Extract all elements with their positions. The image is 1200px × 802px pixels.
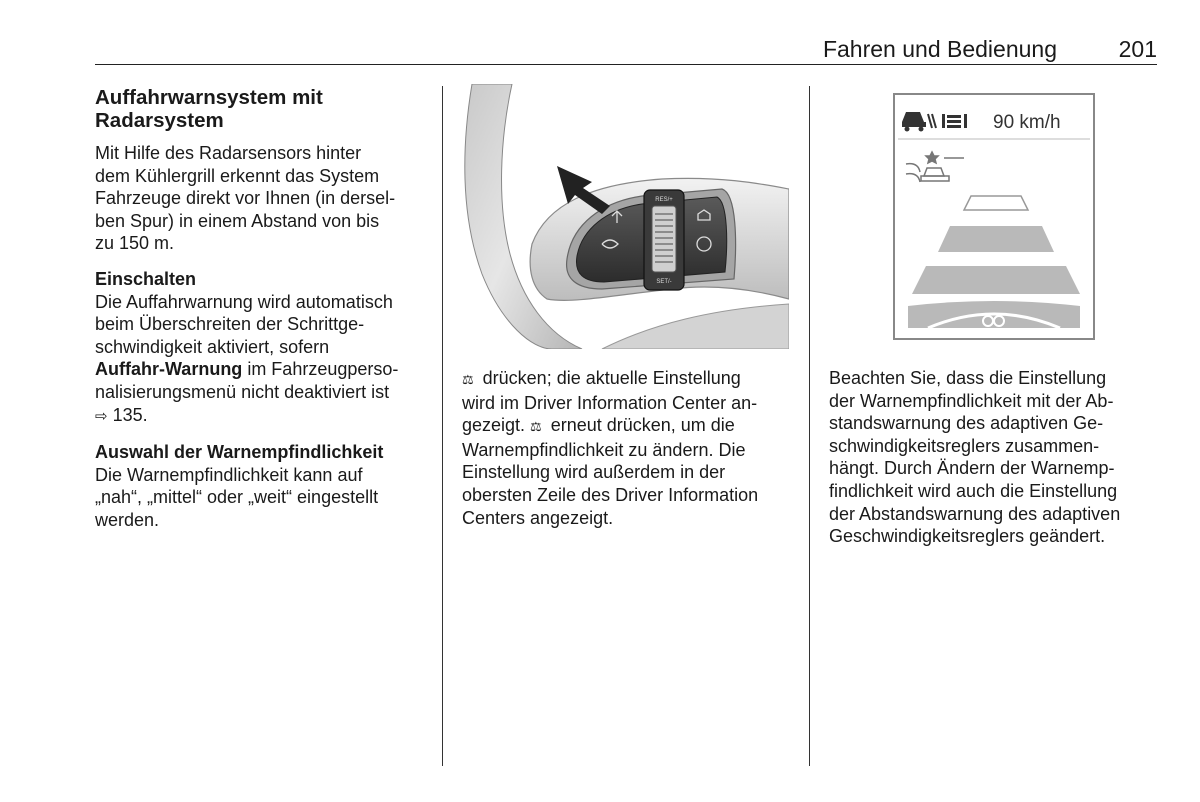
text-line: Geschwindigkeitsreglers geändert. [829,526,1106,547]
text-line: dem Kühlergrill erkennt das System [95,165,380,186]
menu-item-name: Auffahr-Warnung [95,359,243,380]
text-line [95,358,430,381]
text-fragment: erneut drücken, um die [545,415,735,436]
text-line: Beachten Sie, dass die Einstellung [829,368,1107,388]
auswahl-heading: Auswahl der Warnempfindlichkeit [95,442,384,463]
text-line: „nah“, „mittel“ oder „weit“ eingestellt [95,487,379,508]
column-left [95,86,430,545]
arrow-right-icon: ⇨ [95,407,108,425]
steering-wheel-figure [452,84,789,349]
column-middle [462,367,797,529]
article-title: Auffahrwarnsystem mit Radarsystem [95,86,323,132]
text-line: zu 150 m. [95,233,175,254]
res-label: RES/+ [655,197,673,203]
text-line: werden. [95,509,160,530]
section-title: Fahren und Bedienung [822,36,1057,62]
text-line: beim Überschreiten der Schrittge- [95,314,365,335]
text-line: Fahrzeuge direkt vor Ihnen (in dersel- [95,188,396,209]
set-label: SET/- [656,279,672,285]
column-right [829,367,1159,548]
column-divider [442,86,443,766]
gap-setting-icon: ⚖ [462,372,474,387]
einschalten-section [95,268,430,428]
page-header [95,34,1157,65]
intro-paragraph [95,142,430,255]
text-line: standswarnung des adaptiven Ge- [829,413,1104,434]
speed-readout: 90 km/h [993,112,1061,133]
text-line: nalisierungsmenü nicht deaktiviert ist [95,381,390,402]
text-line: der Warnempfindlichkeit mit der Ab- [829,390,1114,411]
text-fragment: im Fahrzeugperso- [242,359,399,380]
text-line [462,367,797,392]
driver-display-figure [818,84,1157,349]
text-line: schwindigkeitsreglers zusammen- [829,435,1100,456]
text-line: wird im Driver Information Center an- [462,392,758,413]
steering-wheel-illustration [452,84,789,349]
einschalten-heading: Einschalten [95,268,197,289]
text-line: Die Warnempfindlichkeit kann auf [95,464,363,485]
distance-bar-middle [938,226,1054,252]
text-line: schwindigkeit aktiviert, sofern [95,336,330,357]
text-line: der Abstandswarnung des adaptiven [829,503,1121,524]
column-divider [809,86,810,766]
text-line: Einstellung wird außerdem in der [462,462,726,483]
text-line: Mit Hilfe des Radarsensors hinter [95,143,362,163]
text-line: ben Spur) in einem Abstand von bis [95,210,380,231]
text-line: findlichkeit wird auch die Einstellung [829,480,1118,501]
text-line: Centers angezeigt. [462,507,614,528]
auswahl-section [95,441,430,531]
text-fragment: drücken; die aktuelle Einstellung [477,368,741,388]
text-fragment: gezeigt. [462,415,531,436]
reference-page: 135. [107,404,148,425]
page-number: 201 [1118,36,1157,62]
distance-bar-near [964,196,1028,210]
page-reference[interactable] [95,404,430,429]
text-line: Die Auffahrwarnung wird automatisch [95,291,393,312]
text-line: obersten Zeile des Driver Information [462,484,759,505]
gap-setting-icon: ⚖ [530,419,542,435]
distance-bar-far [912,266,1080,294]
driver-display-illustration [818,84,1157,349]
text-line: hängt. Durch Ändern der Warnemp- [829,458,1115,479]
text-line: Warnempfindlichkeit zu ändern. Die [462,439,746,460]
text-line [462,414,797,439]
